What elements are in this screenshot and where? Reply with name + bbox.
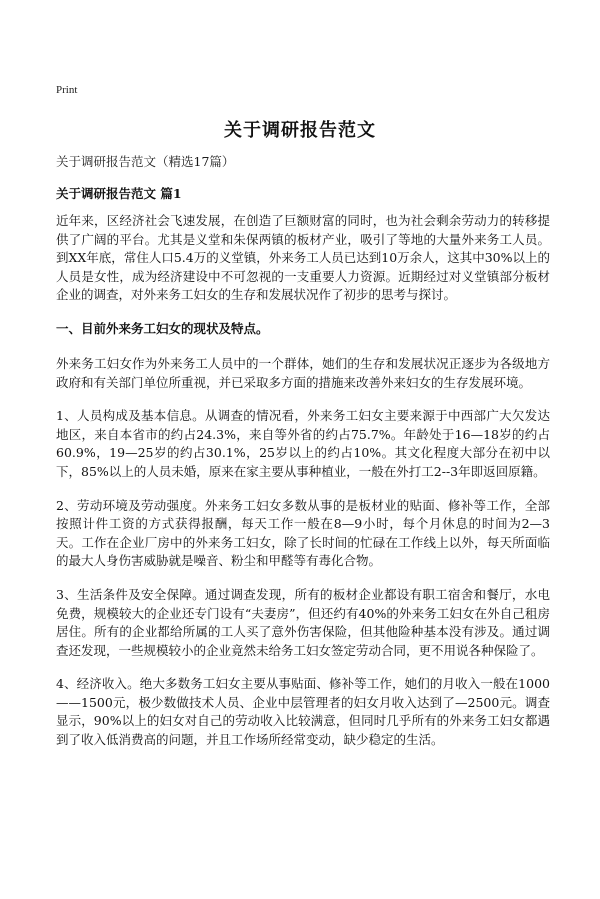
- subsection-heading: 一、目前外来务工妇女的现状及特点。: [56, 320, 269, 336]
- section-heading: 关于调研报告范文 篇1: [56, 186, 182, 201]
- document-subtitle: 关于调研报告范文（精选17篇）: [56, 154, 235, 169]
- paragraph-overview: 外来务工妇女作为外来务工人员中的一个群体，她们的生存和发展状况正逐步为各级地方政府和有关部门单位所重视，并已采取多方面的措施来改善外来妇女的生存发展环境。: [56, 355, 550, 390]
- page-title: 关于调研报告范文: [224, 120, 376, 141]
- paragraph-income: 4、经济收入。绝大多数务工妇女主要从事贴面、修补等工作，她们的月收入一般在1000——1500元，极少数做技术人员、企业中层管理者的妇女月收入达到了—2500元。调查显示，90%以上的妇女对自己的劳动收入比较满意，但同时几乎所有的外来务工妇女都遇到了收入低消费高的问题，并且工作场所经常变动，缺少稳定的生活。: [56, 676, 550, 748]
- paragraph-work-environment: 2、劳动环境及劳动强度。外来务工妇女多数从事的是板材业的贴面、修补等工作，全部按照计件工资的方式获得报酬，每天工作一般在8—9小时，每个月休息的时间为2—3天。工作在企业厂房中的外来务工妇女，除了长时间的忙碌在工作线上以外，每天所面临的最大人身伤害威胁就是噪音、粉尘和甲醛等有毒化合物。: [56, 497, 550, 569]
- paragraph-personnel: 1、人员构成及基本信息。从调查的情况看，外来务工妇女主要来源于中西部广大欠发达地区，来自本省市的约占24.3%，来自等外省的约占75.7%。年龄处于16—18岁的约占60.9%，19—25岁的约占30.1%，25岁以上的约占10%。其文化程度大部分在初中以下，85%以上的人员未婚，原来在家主要从事种植业，一般在外打工2--3年即返回原籍。: [56, 408, 550, 479]
- print-label[interactable]: Print: [56, 84, 78, 96]
- paragraph-living-conditions: 3、生活条件及安全保障。通过调查发现，所有的板材企业都设有职工宿舍和餐厅，水电免费，规模较大的企业还专门设有“夫妻房”，但还约有40%的外来务工妇女在外自己租房居住。所有的企业都给所属的工人买了意外伤害保险，但其他险种基本没有涉及。通过调查还发现，一些规模较小的企业竟然未给务工妇女签定劳动合同，更不用说各种保险了。: [56, 586, 550, 658]
- paragraph-intro: 近年来，区经济社会飞速发展，在创造了巨额财富的同时，也为社会剩余劳动力的转移提供了广阔的平台。尤其是义堂和朱保两镇的板材产业，吸引了等地的大量外来务工人员。到XX年底，常住人口5.4万的义堂镇，外来务工人员已达到10万余人，这其中30%以上的人员是女性，成为经济建设中不可忽视的一支重要人力资源。近期经过对义堂镇部分板材企业的调查，对外来务工妇女的生存和发展状况作了初步的思考与探讨。: [56, 213, 550, 303]
- document-body: [56, 212, 550, 765]
